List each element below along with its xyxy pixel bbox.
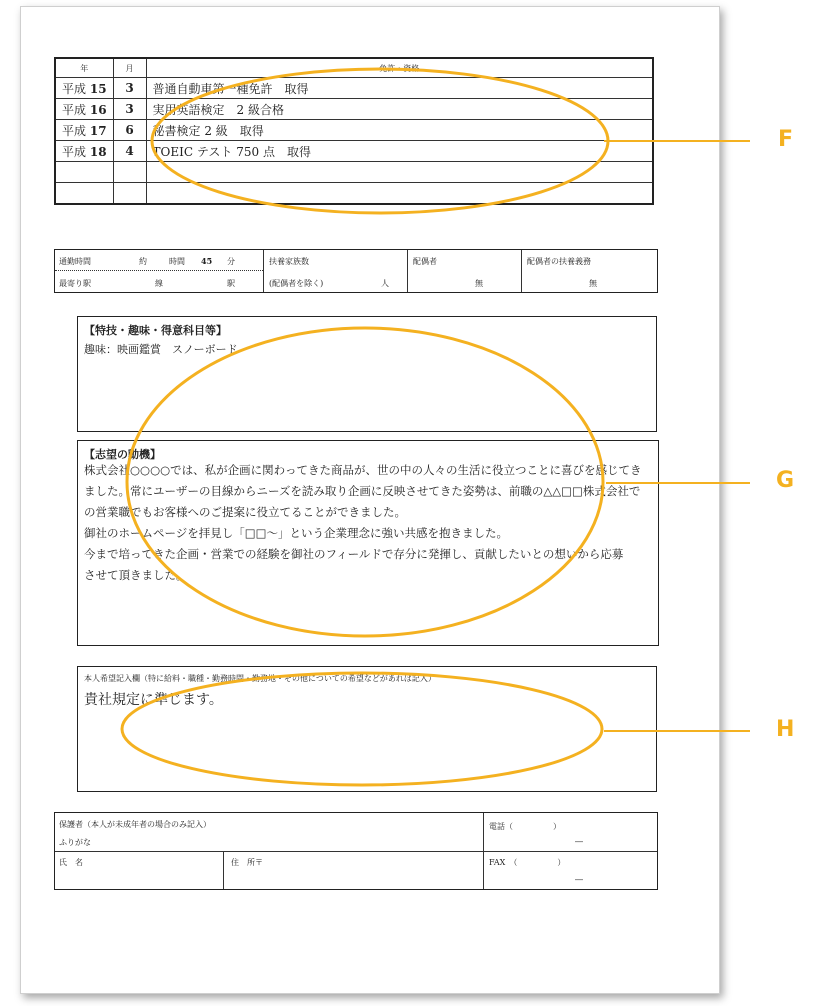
- annotation-label-g: G: [776, 468, 795, 493]
- license-item-header: 免許・資格: [146, 58, 653, 78]
- motivation-line: の営業職でもお客様へのご提案に役立てることができました。: [84, 505, 406, 519]
- guardian-fax: FAX （ ）: [489, 858, 566, 867]
- spouse-support-value: 無: [589, 279, 597, 288]
- spouse-support-label: 配偶者の扶養義務: [527, 257, 591, 266]
- commute-table: 通勤時間 約 時間 45 分 最寄り駅 線 駅 扶養家族数 (配偶者を除く) 人 配偶者 無 配偶者の扶養義務 無: [54, 249, 658, 293]
- motivation-line: させて頂きました。: [84, 568, 188, 582]
- request-text: 貴社規定に準じます。: [84, 692, 223, 708]
- year-header: 年: [55, 58, 113, 78]
- guardian-phone: 電話（ ）: [489, 822, 561, 831]
- nearest-station-label: 最寄り駅: [59, 279, 91, 288]
- license-row: [55, 162, 653, 183]
- request-label: 本人希望記入欄（特に給料・職種・勤務時間・勤務地・その他についての希望などがあれば記入）: [84, 674, 436, 683]
- spouse-label: 配偶者: [413, 257, 437, 266]
- guardian-label: 保護者（本人が未成年者の場合のみ記入）: [59, 820, 211, 829]
- skills-box: [77, 316, 657, 432]
- guardian-table: 保護者（本人が未成年者の場合のみ記入） ふりがな 氏 名 住 所〒 電話（ ） ― FAX （ ） ―: [54, 812, 658, 890]
- skills-text: 趣味：映画鑑賞 スノーボード: [84, 343, 238, 356]
- license-header-row: [55, 58, 653, 78]
- motivation-box: [77, 440, 659, 646]
- motivation-line: ました。常にユーザーの目線からニーズを読み取り企画に反映させてきた姿勢は、前職の△△□□株式会社で: [84, 484, 641, 498]
- spouse-value: 無: [475, 279, 483, 288]
- license-row: 平成 16 3 実用英語検定 2 級合格: [55, 99, 653, 120]
- annotation-label-f: F: [778, 127, 794, 152]
- annotation-pointer-f: [604, 140, 750, 142]
- dependents-label: 扶養家族数: [269, 257, 309, 266]
- motivation-line: 株式会社○○○○では、私が企画に関わってきた商品が、世の中の人々の生活に役立つことに喜びを感じてき: [84, 463, 642, 477]
- annotation-pointer-h: [604, 730, 750, 732]
- guardian-name: 氏 名: [59, 858, 83, 867]
- license-table: [54, 57, 654, 205]
- license-row: 平成 18 4 TOEIC テスト 750 点 取得: [55, 141, 653, 162]
- skills-heading: 【特技・趣味・得意科目等】: [84, 324, 227, 337]
- annotation-pointer-g: [606, 482, 750, 484]
- motivation-line: 御社のホームページを拝見し「□□～」という企業理念に強い共感を抱きました。: [84, 526, 508, 540]
- request-box: [77, 666, 657, 792]
- motivation-line: 今まで培ってきた企画・営業での経験を御社のフィールドで存分に発揮し、貢献したいとの想いから応募: [84, 547, 624, 561]
- motivation-heading: 【志望の動機】: [84, 448, 161, 461]
- guardian-furigana: ふりがな: [59, 838, 91, 847]
- license-row: 平成 15 3 普通自動車第一種免許 取得: [55, 78, 653, 99]
- month-header: 月: [113, 58, 146, 78]
- license-row: 平成 17 6 秘書検定 2 級 取得: [55, 120, 653, 141]
- commute-time-label: 通勤時間: [59, 257, 91, 266]
- license-row: [55, 183, 653, 205]
- guardian-address: 住 所〒: [231, 858, 263, 867]
- annotation-label-h: H: [776, 717, 795, 742]
